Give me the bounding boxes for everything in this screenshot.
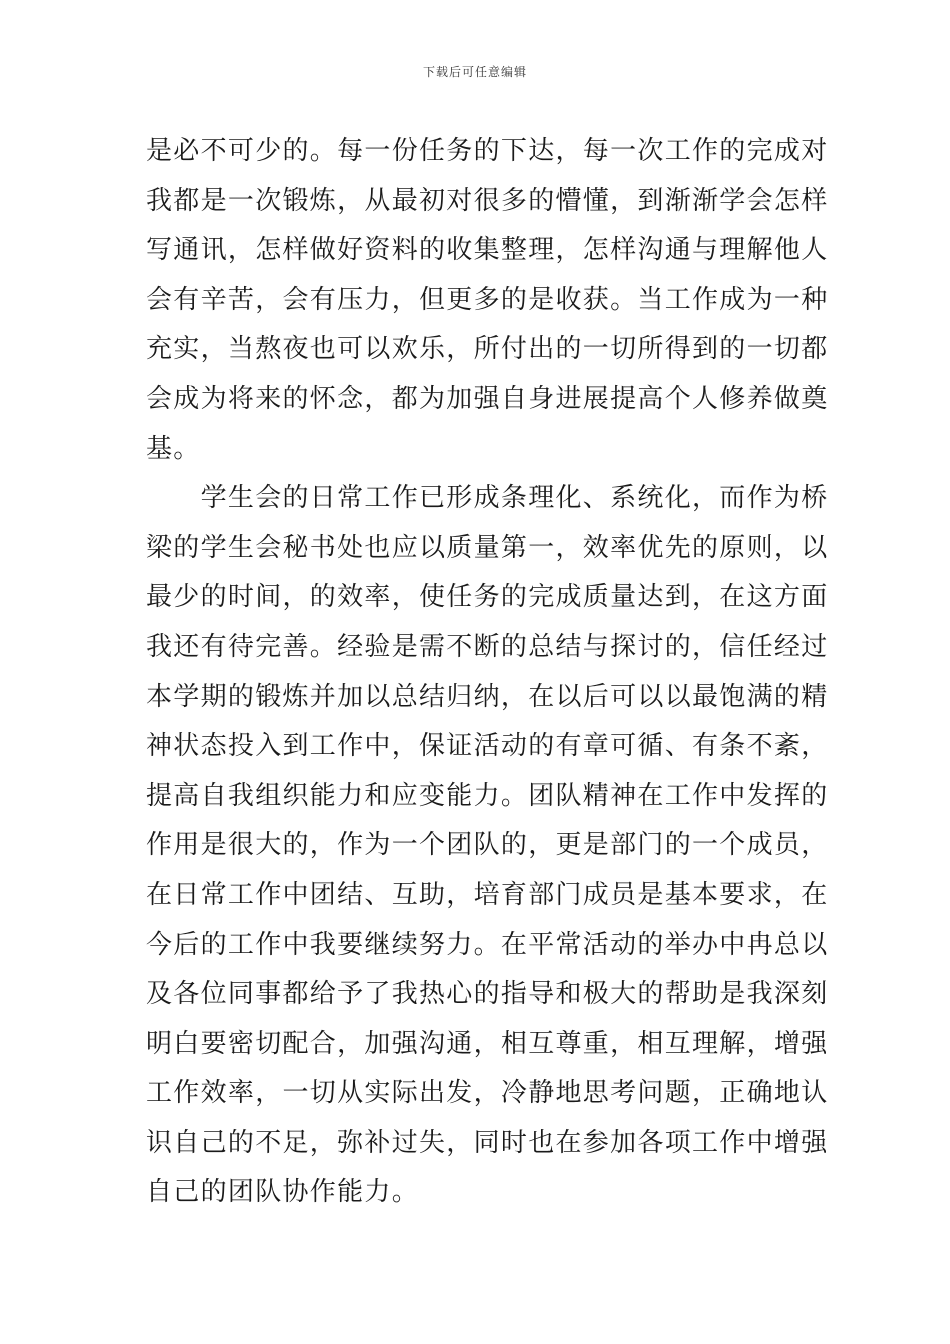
text-line: 本学期的锻炼并加以总结归纳，在以后可以以最饱满的精 bbox=[146, 681, 829, 712]
text-line: 我还有待完善。经验是需不断的总结与探讨的，信任经过 bbox=[146, 631, 829, 662]
text-line: 基。 bbox=[146, 433, 201, 464]
text-line: 充实，当熬夜也可以欢乐，所付出的一切所得到的一切都 bbox=[146, 334, 829, 365]
text-line: 最少的时间，的效率，使任务的完成质量达到，在这方面 bbox=[146, 582, 829, 613]
text-line: 学生会的日常工作已形成条理化、系统化，而作为桥 bbox=[146, 483, 829, 514]
text-line: 工作效率，一切从实际出发，冷静地思考问题，正确地认 bbox=[146, 1078, 829, 1109]
text-line: 提高自我组织能力和应变能力。团队精神在工作中发挥的 bbox=[146, 780, 829, 811]
text-line: 在日常工作中团结、互助，培育部门成员是基本要求，在 bbox=[146, 879, 829, 910]
text-line: 及各位同事都给予了我热心的指导和极大的帮助是我深刻 bbox=[146, 979, 829, 1010]
text-line: 会有辛苦，会有压力，但更多的是收获。当工作成为一种 bbox=[146, 284, 829, 315]
page-header: 下载后可任意编辑 bbox=[422, 65, 527, 79]
text-line: 会成为将来的怀念，都为加强自身进展提高个人修养做奠 bbox=[146, 383, 829, 414]
text-line: 今后的工作中我要继续努力。在平常活动的举办中冉总以 bbox=[146, 929, 829, 960]
text-line: 写通讯，怎样做好资料的收集整理，怎样沟通与理解他人 bbox=[146, 235, 829, 266]
text-line: 梁的学生会秘书处也应以质量第一，效率优先的原则，以 bbox=[146, 532, 829, 563]
text-line: 神状态投入到工作中，保证活动的有章可循、有条不紊， bbox=[146, 731, 829, 762]
text-line: 明白要密切配合，加强沟通，相互尊重，相互理解，增强 bbox=[146, 1028, 829, 1059]
text-line: 我都是一次锻炼，从最初对很多的懵懂，到渐渐学会怎样 bbox=[146, 185, 829, 216]
text-line: 作用是很大的，作为一个团队的，更是部门的一个成员， bbox=[146, 830, 829, 861]
text-line: 自己的团队协作能力。 bbox=[146, 1177, 420, 1208]
text-line: 识自己的不足，弥补过失，同时也在参加各项工作中增强 bbox=[146, 1127, 829, 1158]
text-line: 是必不可少的。每一份任务的下达，每一次工作的完成对 bbox=[146, 136, 829, 166]
document-body bbox=[146, 127, 829, 1218]
